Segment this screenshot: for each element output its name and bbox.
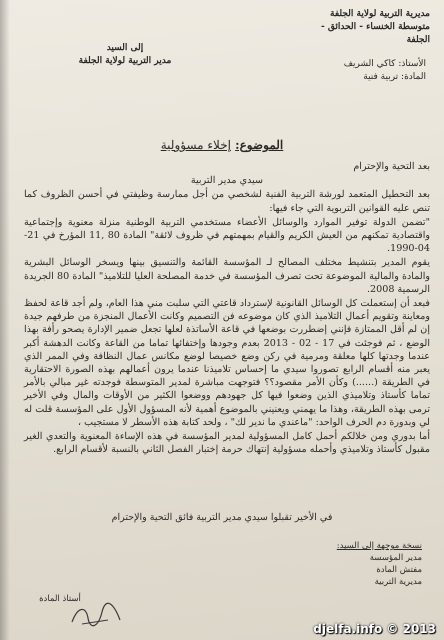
header-line: متوسطة الخنساء - الحدائق - [321, 22, 430, 32]
watermark-text: djelfa.info © 2013 [313, 622, 436, 636]
body-paragraph: فبعد أن إستعملت كل الوسائل القانونية لإسترداد قاعتي التي سلبت مني هذا العام، ولم أجد قاعة لحفظ ومعاينة وتقويم أعمال التلاميذ الذي كان موضوعه فن التصميم وكانت الأعمال المنجزة من طرفهم جيدة إن لم أقل الممتازة فإنني إضطررت بوضعها في قاعة الأساتذة لعلها تجعل ضمير الإدارة يصحو رأفة بهذا الوضع ، ثم فوجئت في 17 - 02 - 2013 بعدم وجودها وإختفائها تماما من القاعة وكانت الدهشة أكبر عندما وجدتها كلها معلقة ومرمية في ركن وضع خصيصا لوضع مكانس عمال النظافة وفي الممر الذي يعبر منه أقسام الرابع تصوروا سيدي ما إحساس تلاميذنا عندما يرون أعمالهم بهذه الصورة الاحتقارية في الطريقة (......) وكأن الأمر مقصود؟؟ فتوجهت مباشرة لمدير المتوسطة فوجدته غير مبالي بالأمر تماما كأستاذ وتلاميذي الذين وضعوا فيها كل جهودهم ووضعوا الكثير من الأوقات والمال وفي الأخير ترمى بهذه الطريقة، وهذا ما يهمني ويعنيني بالموضوع أهمية لأنه المسؤول الأول على المؤسسة قلت له لي وبدورة دم الحرف الواحد: "ماعندي ما ندير لك" ، ولحد كتابة هذه الأسطر لا مستجيب ، [24, 298, 431, 428]
body-paragraph: بعد التحطيل المتعمد لورشة التربية الفنية لشخصي من أجل ممارسة وظيفتي في أحسن الظروف كما تنص عليه القوانين التربوية التي جاء فيها: [24, 189, 430, 214]
copies-list [282, 540, 422, 588]
signature-label: أستاذ المادة [39, 594, 81, 604]
copy-recipient: مفتش المادة [376, 565, 422, 575]
teacher-info [226, 58, 426, 84]
closing-line: في الأخير تقبلوا سيدي مدير التربية فائق التحية والإحترام [111, 512, 333, 523]
recipient-line: مدير التربية لولاية الجلفة [78, 56, 172, 66]
copy-recipient: مدير المؤسسة [369, 553, 422, 563]
body-paragraph: "تضمن الدولة توفير الموارد والوسائل الأعضاء مستخدمي التربية الوطنية منزلة معنوية وإجتماعية واقتصادية تمكنهم من العيش الكريم والقيام بمهمتهم في ظروف لائقة" المادة 80 ,11 المؤرخ في 21-04-1990. [24, 216, 430, 255]
address-line: سيدي مدير التربية [190, 175, 264, 187]
copies-title: نسخة موجهة إلى السيد: [336, 541, 422, 551]
header-line: مديرية التربية لولاية الجلفة [330, 9, 430, 19]
body-paragraph: أما بدوري ومن خلالكم أحمل كامل المسؤولية لمدير المؤسسة في هذه الإساءة المعنوية والتعدي الغير مقبول كأستاذ وتلاميذي وأحمله مسؤولية إنتهاك حرمة إختبار الفصل الثاني بالنسبة لأقسام الرابع. [24, 431, 430, 456]
recipient-block [40, 42, 210, 68]
page-edge-shadow [0, 0, 10, 640]
subject-value: إخلاء مسؤولية [160, 138, 231, 152]
header-line: الجلفة [406, 35, 430, 45]
letter-body [24, 160, 430, 457]
teacher-name: الأستاذ: كاكي الشريف [343, 59, 426, 69]
recipient-line: إلى السيد [106, 43, 144, 53]
body-paragraph: يقوم المدير بتنشيط مختلف المصالح لـ المؤسسة القائمة والتنسيق بينها ويسخر الوسائل البشرية والمادة والمالية الموضوعة تحت تصرف المؤسسة في خدمة المصلحة العليا للتلاميذ" المادة 80 الجريدة الرسمية 2008. [24, 257, 430, 295]
sender-institution [260, 8, 430, 47]
subject-label: الموضوع: [235, 138, 284, 152]
letter-subject [0, 138, 444, 152]
teacher-subject: المادة: تربية فنية [363, 72, 426, 82]
handwritten-signature [68, 600, 128, 630]
greeting: بعد التحية والإحترام [353, 161, 430, 172]
copy-recipient: مديرية التربية [374, 577, 422, 587]
